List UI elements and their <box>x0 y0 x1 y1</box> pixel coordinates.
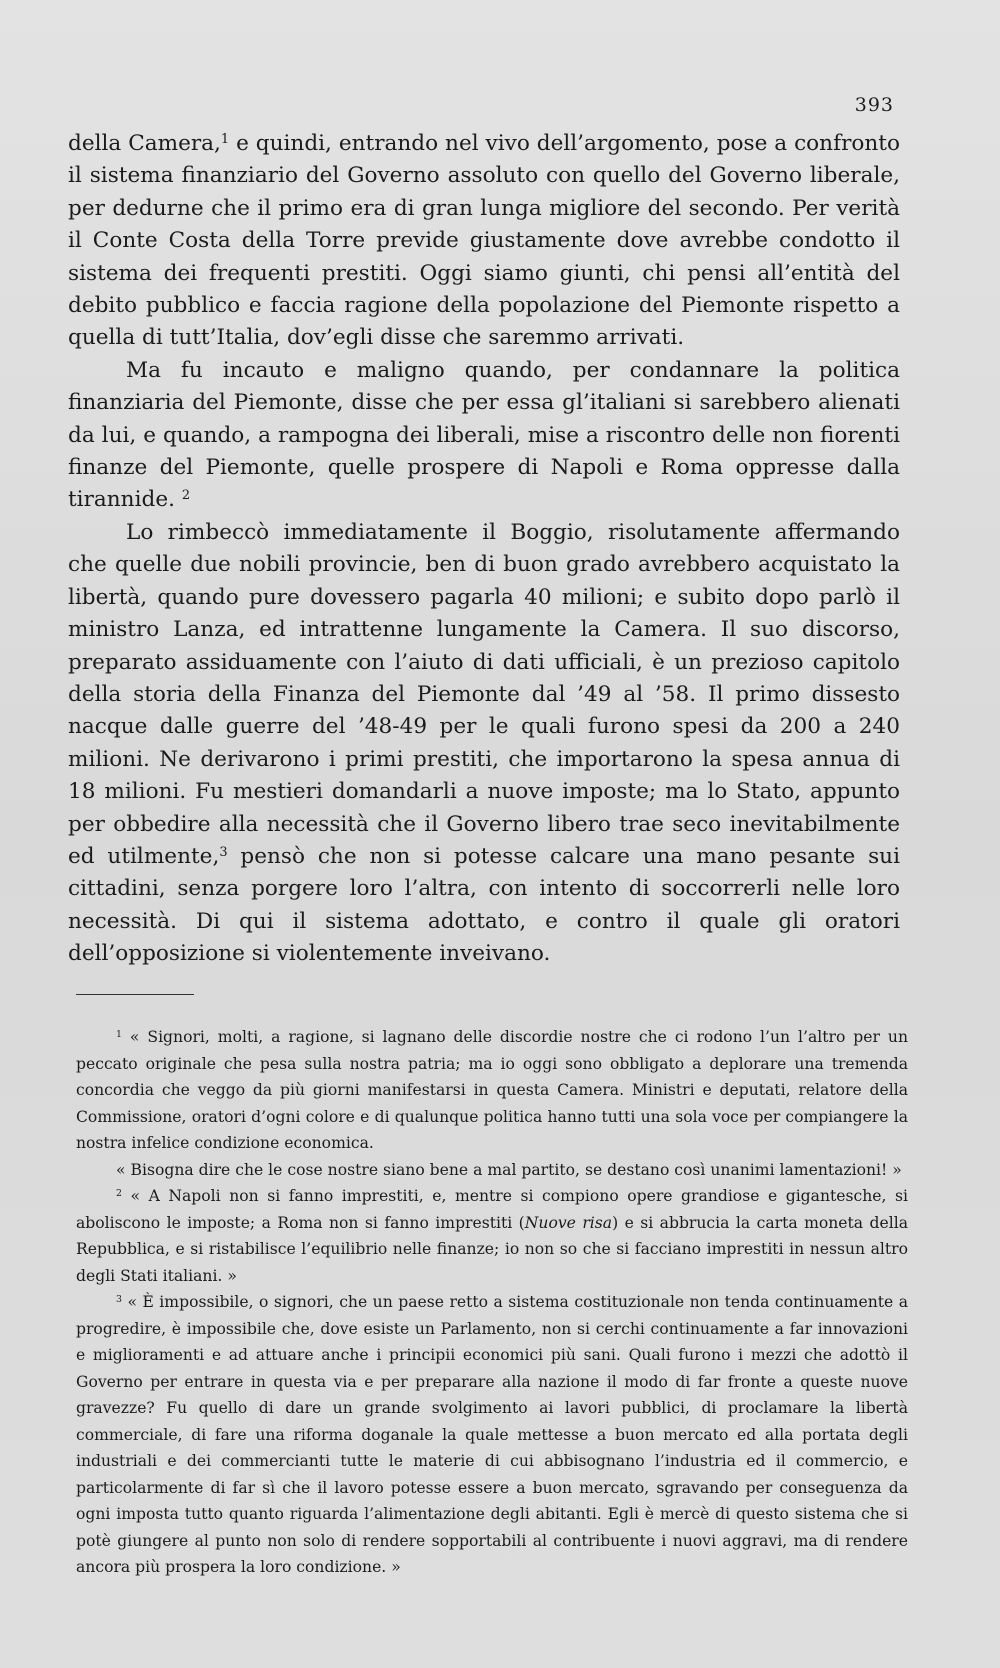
paragraph-3-rest: pensò che non si potesse calcare una mano pesante sui cittadini, senza porgere loro l’altra, con intento di soccorrerli nelle loro necessità. Di qui il sistema adottato, e contro il quale gli oratori dell’opposizione si violentemente inveivano. <box>68 843 900 967</box>
footnote-3-text: « È impossibile, o signori, che un paese retto a sistema costituzionale non tenda continuamente a progredire, è impossibile che, dove esiste un Parlamento, non si cerchi continuamente a far innovazioni e miglioramenti e ad attuare anche i principii economici più sani. Quali furono i mezzi che adottò il Governo per entrare in questa via e per preparare alla nazione il modo di far fronte a queste nuove gravezze? Fu quello di dare un grande svolgimento ai lavori pubblici, di proclamare la libertà commerciale, di fare una riforma doganale la quale mettesse a buon mercato ed alla portata degli industriali e dei commercianti tutte le materie di cui abbisognano l’industria ed il commercio, e particolarmente di far sì che il lavoro potesse essere a buon mercato, sgravando per conseguenza da ogni imposta tutto quanto riguarda l’alimentazione degli abitanti. Egli è mercè di questo sistema che si potè giungere al punto non solo di rendere sopportabili al contribuente i nuovi aggravi, ma di rendere ancora più prospera la loro condizione. » <box>76 1293 908 1576</box>
paragraph-2 <box>68 355 900 517</box>
footnote-ref-1[interactable]: 1 <box>220 131 230 147</box>
page-number: 393 <box>854 94 894 116</box>
paragraph-3 <box>68 517 900 971</box>
paragraph-3-start: Lo rimbeccò immediatamente il Boggio, risolutamente affermando che quelle due nobili provincie, ben di buon grado avrebbero acquistato la libertà, quando pure dovessero pagarla 40 milioni; e subito dopo parlò il ministro Lanza, ed intrattenne lungamente la Camera. Il suo discorso, preparato assiduamente con l’aiuto di dati ufficiali, è un prezioso capitolo della storia della Finanza del Piemonte dal ’49 al ’58. Il primo dissesto nacque dalle guerre del ’48-49 per le quali furono spesi da 200 a 240 milioni. Ne derivarono i primi prestiti, che importarono la spesa annua di 18 milioni. Fu mestieri domandarli a nuove imposte; ma lo Stato, appunto per obbedire alla necessità che il Governo libero trae seco inevitabilmente ed utilmente, <box>68 519 900 869</box>
main-text <box>68 128 900 971</box>
footnote-3 <box>76 1289 908 1581</box>
footnote-1-continued <box>76 1157 908 1184</box>
footnote-2-text: « A Napoli non si fanno imprestiti, e, mentre si compiono opere grandiose e gigantesche, si aboliscono le imposte; a Roma non si fanno imprestiti ( <box>76 1187 908 1232</box>
footnote-1-quote: « Bisogna dire che le cose nostre siano bene a mal partito, se destano così unanimi lamentazioni! » <box>116 1160 902 1179</box>
footnote-ref-3[interactable]: 3 <box>219 844 228 860</box>
footnote-1-marker: 1 <box>116 1028 122 1040</box>
footnote-2-italic: Nuove risa <box>524 1213 613 1232</box>
footnote-ref-2[interactable]: 2 <box>181 488 191 504</box>
footnote-3-marker: 3 <box>116 1293 122 1305</box>
footnote-2 <box>76 1183 908 1289</box>
footnotes <box>76 1024 908 1581</box>
paragraph-1-rest: e quindi, entrando nel vivo dell’argomento, pose a confronto il sistema finanziario del Governo assoluto con quello del Governo liberale, per dedurne che il primo era di gran lunga migliore del secondo. Per verità il Conte Costa della Torre previde giustamente dove avrebbe condotto il sistema dei frequenti prestiti. Oggi siamo giunti, chi pensi all’entità del debito pubblico e faccia ragione della popolazione del Piemonte rispetto a quella di tutt’Italia, dov’egli disse che saremmo arrivati. <box>68 131 900 351</box>
paragraph-1-start: della Camera, <box>68 131 221 156</box>
footnote-2-marker: 2 <box>116 1187 122 1199</box>
paragraph-2-text: Ma fu incauto e maligno quando, per condannare la politica finanziaria del Piemonte, disse che per essa gl’italiani si sarebbero alienati da lui, e quando, a rampogna dei liberali, mise a riscontro delle non fiorenti finanze del Piemonte, quelle prospere di Napoli e Roma oppresse dalla tirannide. <box>68 357 900 513</box>
footnote-1-text: « Signori, molti, a ragione, si lagnano delle discordie nostre che ci rodono l’un l’altro per un peccato originale che pesa sulla nostra patria; ma io oggi sono obbligato a deplorare una tremenda concordia che veggo da più giorni manifestarsi in questa Camera. Ministri e deputati, relatore della Commissione, oratori d’ogni colore e di qualunque politica hanno tutti una sola voce per compiangere la nostra infelice condizione economica. <box>76 1028 908 1152</box>
footnote-2-rest: ) e si abbrucia la carta moneta della Repubblica, e si ristabilisce l’equilibrio nelle finanze; io non so che si facciano imprestiti in nessun altro degli Stati italiani. » <box>76 1213 909 1285</box>
footnote-1 <box>76 1024 908 1157</box>
footnote-separator <box>76 994 194 995</box>
paragraph-1 <box>68 128 900 355</box>
